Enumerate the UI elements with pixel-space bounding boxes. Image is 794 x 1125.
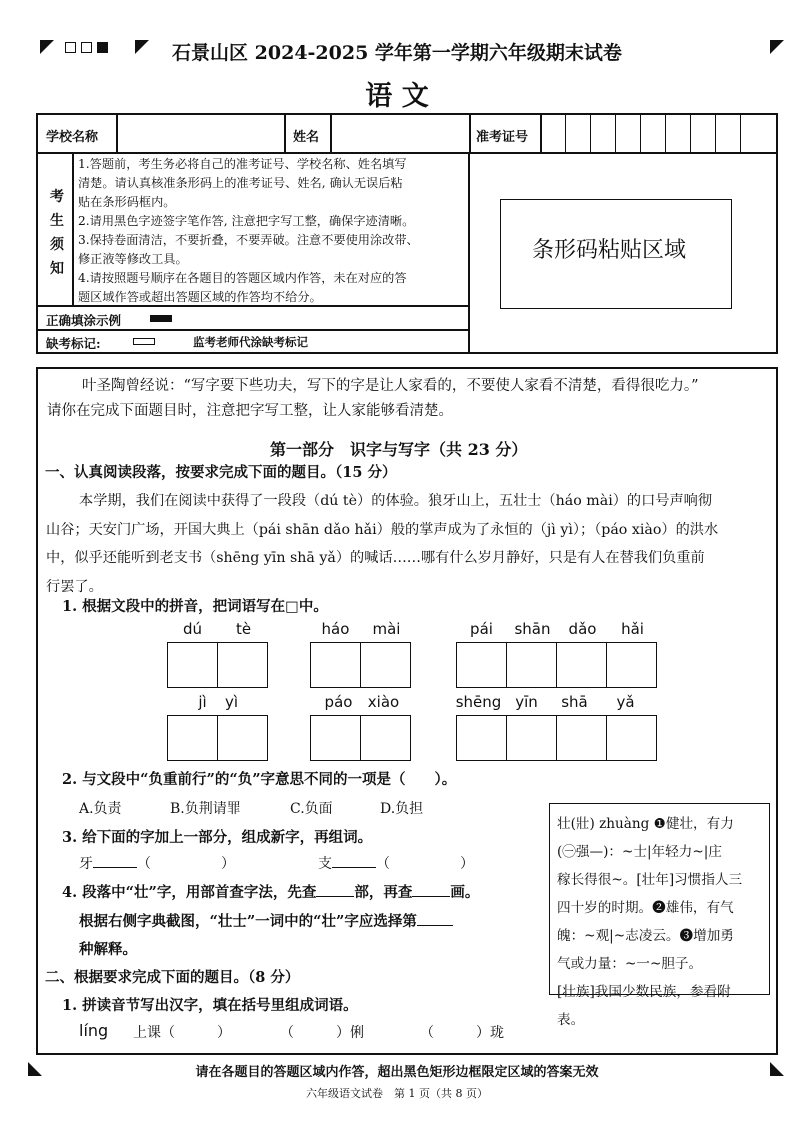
s2-q1-pinyin: líng [79,1021,109,1040]
blank[interactable] [417,925,453,926]
q4-line-2: 根据右侧字典截图，“壮士”一词中的“壮”字应选择第 [79,910,453,931]
q2-option-a[interactable]: A.负责 [79,801,122,817]
char-box[interactable] [217,642,268,688]
char-box[interactable] [556,715,607,761]
fill-example-mark [150,315,172,322]
absent-note: 监考老师代涂缺考标记 [193,335,308,349]
blank[interactable] [332,867,376,868]
q2-prompt: 2. 与文段中“负重前行”的“负”字意思不同的一项是（ ）。 [62,771,457,788]
footer-warning: 请在各题目的答题区域内作答，超出黑色矩形边框限定区域的答案无效 [195,1065,599,1080]
pinyin: shā [561,693,588,711]
pinyin: xiào [367,693,400,711]
intro-line-2: 请你在完成下面题目时，注意把字写工整，让人家能够看清楚。 [47,403,453,419]
char-box[interactable] [167,715,218,761]
pinyin: jì [198,693,207,711]
exam-number-label: 准考证号 [476,130,529,145]
q1-prompt: 1. 根据文段中的拼音，把词语写在□中。 [62,598,328,615]
section2-title: 二、根据要求完成下面的题目。（8 分） [45,969,300,986]
char-box[interactable] [456,642,507,688]
char-box[interactable] [167,642,218,688]
school-name-field[interactable] [118,117,282,150]
absent-checkbox[interactable] [133,338,155,345]
char-box[interactable] [506,715,557,761]
char-box[interactable] [217,715,268,761]
char-box[interactable] [506,642,557,688]
candidate-info-box [36,113,778,354]
pinyin: páo [324,693,353,711]
char-box[interactable] [310,715,361,761]
section1-title: 一、认真阅读段落，按要求完成下面的题目。（15 分） [45,464,397,481]
pinyin: háo [321,620,350,638]
blank[interactable] [412,896,450,897]
s2-q1-item-2[interactable]: （ ）俐 [280,1025,364,1041]
pinyin: shēng [455,693,502,711]
name-field[interactable] [332,117,467,150]
pinyin: pái [470,620,493,638]
passage: 本学期，我们在阅读中获得了一段段（dú tè）的体验。狼牙山上，五壮士（háo mài）的口号声响彻 山谷；天安门广场，开国大典上（pái shān dǎo hǎi）般的掌声成为了永恒的（jì yì）；（páo xiào）的洪水 中，似乎还能听到老支书（shēng yīn shā yǎ）的喊话……哪有什么岁月静好，只是有人在替我们负重前 行罢了。 [46,493,719,595]
q3-item-1: 牙 （ ） [79,856,235,872]
pinyin: shān [514,620,551,638]
pinyin: yǎ [616,693,635,711]
pinyin: hǎi [621,620,644,638]
name-label: 姓名 [293,130,320,145]
s2-q1-item-1[interactable]: 上课（ ） [133,1025,231,1041]
q4-line-3: 种解释。 [79,941,137,958]
char-box[interactable] [360,642,411,688]
s2-q1-item-3[interactable]: （ ）珑 [420,1025,504,1041]
blank[interactable] [93,867,137,868]
char-box[interactable] [606,642,657,688]
absent-label: 缺考标记: [46,336,101,351]
dictionary-excerpt: 壮(壯) zhuàng ❶健壮，有力 (㊀强—)：~士|年轻力~|庄 稼长得很~。[壮年]习惯指人三 四十岁的时期。❷雄伟，有气 魄：~观|~志凌云。❸增加勇 气或力量：~一~胆子。 [壮族]我国少数民族，参看附 表。 [549,803,770,995]
intro-line-1: 叶圣陶曾经说：“写字要下些功夫，写下的字是让人家看的，不要使人家看不清楚，看得很吃力。” [82,378,699,394]
school-name-label: 学校名称 [46,130,99,145]
q2-option-c[interactable]: C.负面 [290,801,333,817]
pinyin: yì [224,693,239,711]
notice-label: 考 生 须 知 [50,189,64,277]
char-box[interactable] [360,715,411,761]
char-box[interactable] [310,642,361,688]
subject-title: 语 文 [365,81,429,112]
q2-option-d[interactable]: D.负担 [380,801,424,817]
s2-q1-prompt: 1. 拼读音节写出汉字，填在括号里组成词语。 [62,997,358,1014]
exam-number-field[interactable] [542,117,774,150]
q3-item-2: 支 （ ） [318,856,474,872]
pinyin: dú [182,620,203,638]
exam-title: 石景山区 2024-2025 学年第一学期六年级期末试卷 [172,42,622,64]
pinyin: tè [235,620,252,638]
barcode-label: 条形码粘贴区域 [532,238,687,263]
char-box[interactable] [556,642,607,688]
q4-line-1: 4. 段落中“壮”字，用部首查字法，先查 部，再查 画。 [62,884,480,901]
pinyin: yīn [515,693,538,711]
pinyin: mài [372,620,401,638]
q2-option-b[interactable]: B.负荆请罪 [170,801,241,817]
char-box[interactable] [456,715,507,761]
blank[interactable] [316,896,354,897]
q3-prompt: 3. 给下面的字加上一部分，组成新字，再组词。 [62,829,373,846]
fill-example-label: 正确填涂示例 [46,313,122,328]
pinyin: dǎo [568,620,597,638]
char-box[interactable] [606,715,657,761]
notice-text: 1.答题前，考生务必将自己的准考证号、学校名称、姓名填写 清楚。请认真核准条形码上的准考证号、姓名, 确认无误后粘 贴在条形码框内。 2.请用黑色字迹签字笔作答, 注意把字写工整，确保字迹清晰。 3.保持卷面清洁，不要折叠，不要弄破。注意不要使用涂改带、 修正液等修改工具。 4.请按照题号顺序在各题目的答题区域内作答，未在对应的答 题区域作答或超出答题区域的作答均不给分。 [78,157,419,304]
page-info: 六年级语文试卷 第 1 页（共 8 页） [306,1087,488,1100]
part1-heading: 第一部分 识字与写字（共 23 分） [270,440,528,459]
